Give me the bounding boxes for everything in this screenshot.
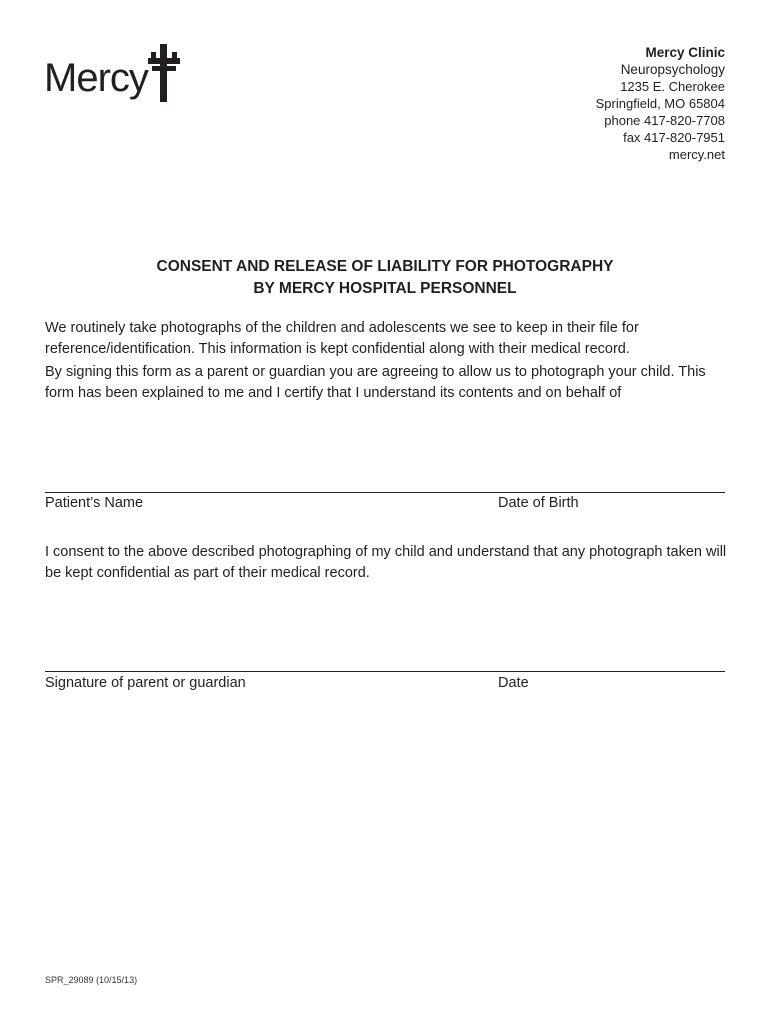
logo-wordmark: Mercy xyxy=(44,56,148,100)
clinic-name: Mercy Clinic xyxy=(645,45,725,60)
form-code: SPR_29089 (10/15/13) xyxy=(45,975,138,985)
signature-label: Signature of parent or guardian xyxy=(45,675,246,691)
address-line-1: 1235 E. Cherokee xyxy=(620,79,725,94)
date-label: Date xyxy=(498,675,529,691)
mercy-logo xyxy=(44,44,184,104)
date-field[interactable] xyxy=(498,610,725,668)
patient-name-label: Patient’s Name xyxy=(45,495,144,511)
signature-field[interactable] xyxy=(45,610,485,668)
signature-line xyxy=(45,671,725,672)
title-line-1: CONSENT AND RELEASE OF LIABILITY FOR PHOTOGRAPHY xyxy=(156,258,614,275)
website: mercy.net xyxy=(668,147,725,162)
patient-name-field[interactable] xyxy=(45,430,485,488)
patient-info-line xyxy=(45,492,725,493)
phone-number: phone 417-820-7708 xyxy=(604,113,725,128)
consent-explanation-paragraph: By signing this form as a parent or guardian you are agreeing to allow us to photograph your child. This form has been explained to me and I certify that I understand its contents and on behalf of xyxy=(45,364,706,401)
intro-paragraph: We routinely take photographs of the children and adolescents we see to keep in their file for reference/identification. This information is kept confidential along with their medical record. xyxy=(45,320,639,357)
clinic-contact-block xyxy=(596,44,725,163)
title-line-2: BY MERCY HOSPITAL PERSONNEL xyxy=(253,280,517,297)
fax-number: fax 417-820-7951 xyxy=(623,130,725,145)
date-of-birth-label: Date of Birth xyxy=(498,495,579,511)
consent-statement-paragraph: I consent to the above described photographing of my child and understand that any photograph taken will be kept confidential as part of their medical record. xyxy=(45,544,727,581)
cross-icon xyxy=(146,44,182,102)
document-title xyxy=(0,256,770,300)
date-of-birth-field[interactable] xyxy=(498,430,725,488)
department-name: Neuropsychology xyxy=(620,62,725,77)
address-line-2: Springfield, MO 65804 xyxy=(595,96,725,111)
